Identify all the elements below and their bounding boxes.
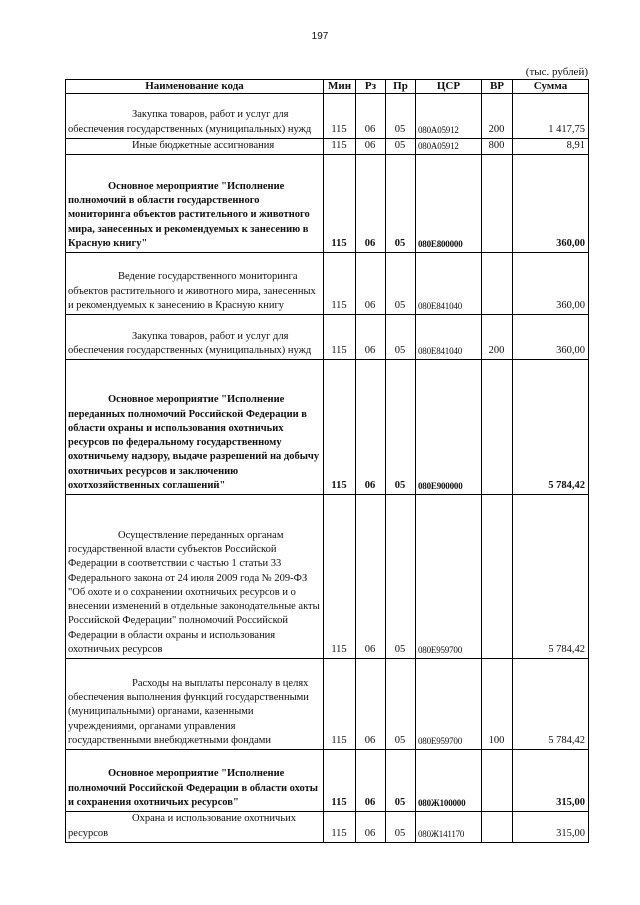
header-rz: Рз (356, 80, 386, 94)
cell-sum: 5 784,42 (513, 495, 589, 659)
cell-rz: 06 (356, 360, 386, 495)
cell-min: 115 (324, 812, 356, 843)
cell-sum: 360,00 (513, 155, 589, 253)
header-csr: ЦСР (416, 80, 482, 94)
cell-csr: 080А05912 (416, 94, 482, 139)
cell-min: 115 (324, 155, 356, 253)
cell-pr: 05 (386, 812, 416, 843)
cell-csr: 080Е841040 (416, 315, 482, 360)
cell-vr: 800 (482, 139, 513, 155)
table-row (66, 94, 589, 139)
row-name: Основное мероприятие "Исполнение переданных полномочий Российской Федерации в области охраны и использования охотничьих ресурсов по федеральному государственному охотничьему надзору, выдаче разрешений на добычу охотничьих ресурсов и заключению охотхозяйственных соглашений" (66, 360, 324, 495)
row-name: Основное мероприятие "Исполнение полномочий Российской Федерации в области охоты и сохранения охотничьих ресурсов" (66, 750, 324, 812)
cell-sum: 315,00 (513, 812, 589, 843)
cell-min: 115 (324, 94, 356, 139)
row-name: Охрана и использование охотничьих ресурсов (66, 812, 324, 843)
header-pr: Пр (386, 80, 416, 94)
row-name: Осуществление переданных органам государственной власти субъектов Российской Федерации в соответствии с частью 1 статьи 33 Федерального закона от 24 июля 2009 года № 209-ФЗ "Об охоте и о сохранении охотничьих ресурсов и о внесении изменений в отдельные законодательные акты Российской Федерации" полномочий Российской Федерации в области охраны и использования охотничьих ресурсов (66, 495, 324, 659)
cell-sum: 1 417,75 (513, 94, 589, 139)
cell-vr (482, 750, 513, 812)
cell-vr: 100 (482, 659, 513, 750)
row-name: Расходы на выплаты персоналу в целях обеспечения выполнения функций государственными (муниципальными) органами, казенными учреждениями, органами управления государственными внебюджетными фондами (66, 659, 324, 750)
table-header (66, 80, 589, 94)
cell-vr (482, 495, 513, 659)
cell-csr: 080Е800000 (416, 155, 482, 253)
row-name: Основное мероприятие "Исполнение полномочий в области государственного мониторинга объектов растительного и животного мира, занесенных и рекомендуемых к занесению в Красную книгу" (66, 155, 324, 253)
table-row (66, 812, 589, 843)
cell-vr (482, 155, 513, 253)
table-row (66, 750, 589, 812)
table-row (66, 495, 589, 659)
table-row (66, 360, 589, 495)
cell-min: 115 (324, 495, 356, 659)
cell-min: 115 (324, 315, 356, 360)
units-note: (тыс. рублей) (525, 66, 588, 78)
cell-csr: 080Ж141170 (416, 812, 482, 843)
cell-sum: 5 784,42 (513, 360, 589, 495)
cell-pr: 05 (386, 360, 416, 495)
table-row (66, 155, 589, 253)
row-name: Ведение государственного мониторинга объектов растительного и животного мира, занесенных и рекомендуемых к занесению в Красную книгу (66, 253, 324, 315)
cell-min: 115 (324, 139, 356, 155)
cell-vr (482, 360, 513, 495)
cell-sum: 8,91 (513, 139, 589, 155)
cell-rz: 06 (356, 139, 386, 155)
cell-sum: 360,00 (513, 315, 589, 360)
header-name: Наименование кода (66, 80, 324, 94)
header-sum: Сумма (513, 80, 589, 94)
cell-min: 115 (324, 750, 356, 812)
cell-rz: 06 (356, 155, 386, 253)
cell-min: 115 (324, 360, 356, 495)
cell-sum: 360,00 (513, 253, 589, 315)
cell-sum: 315,00 (513, 750, 589, 812)
row-name: Иные бюджетные ассигнования (66, 139, 324, 155)
cell-csr: 080Е900000 (416, 360, 482, 495)
table-row (66, 139, 589, 155)
cell-csr: 080Ж100000 (416, 750, 482, 812)
row-name: Закупка товаров, работ и услуг для обеспечения государственных (муниципальных) нужд (66, 94, 324, 139)
cell-rz: 06 (356, 495, 386, 659)
table-row (66, 253, 589, 315)
cell-rz: 06 (356, 253, 386, 315)
cell-csr: 080А05912 (416, 139, 482, 155)
cell-min: 115 (324, 253, 356, 315)
cell-rz: 06 (356, 659, 386, 750)
page-number: 197 (311, 31, 329, 42)
cell-pr: 05 (386, 139, 416, 155)
cell-pr: 05 (386, 155, 416, 253)
cell-rz: 06 (356, 812, 386, 843)
row-name: Закупка товаров, работ и услуг для обеспечения государственных (муниципальных) нужд (66, 315, 324, 360)
cell-pr: 05 (386, 315, 416, 360)
cell-pr: 05 (386, 495, 416, 659)
cell-pr: 05 (386, 94, 416, 139)
cell-pr: 05 (386, 750, 416, 812)
cell-vr (482, 812, 513, 843)
cell-csr: 080Е841040 (416, 253, 482, 315)
header-min: Мин (324, 80, 356, 94)
header-vr: ВР (482, 80, 513, 94)
cell-pr: 05 (386, 253, 416, 315)
table-row (66, 315, 589, 360)
cell-rz: 06 (356, 94, 386, 139)
cell-sum: 5 784,42 (513, 659, 589, 750)
cell-csr: 080Е959700 (416, 659, 482, 750)
cell-vr: 200 (482, 94, 513, 139)
cell-pr: 05 (386, 659, 416, 750)
budget-table (65, 79, 589, 843)
cell-rz: 06 (356, 750, 386, 812)
cell-csr: 080Е959700 (416, 495, 482, 659)
cell-rz: 06 (356, 315, 386, 360)
cell-vr: 200 (482, 315, 513, 360)
cell-vr (482, 253, 513, 315)
cell-min: 115 (324, 659, 356, 750)
table-row (66, 659, 589, 750)
